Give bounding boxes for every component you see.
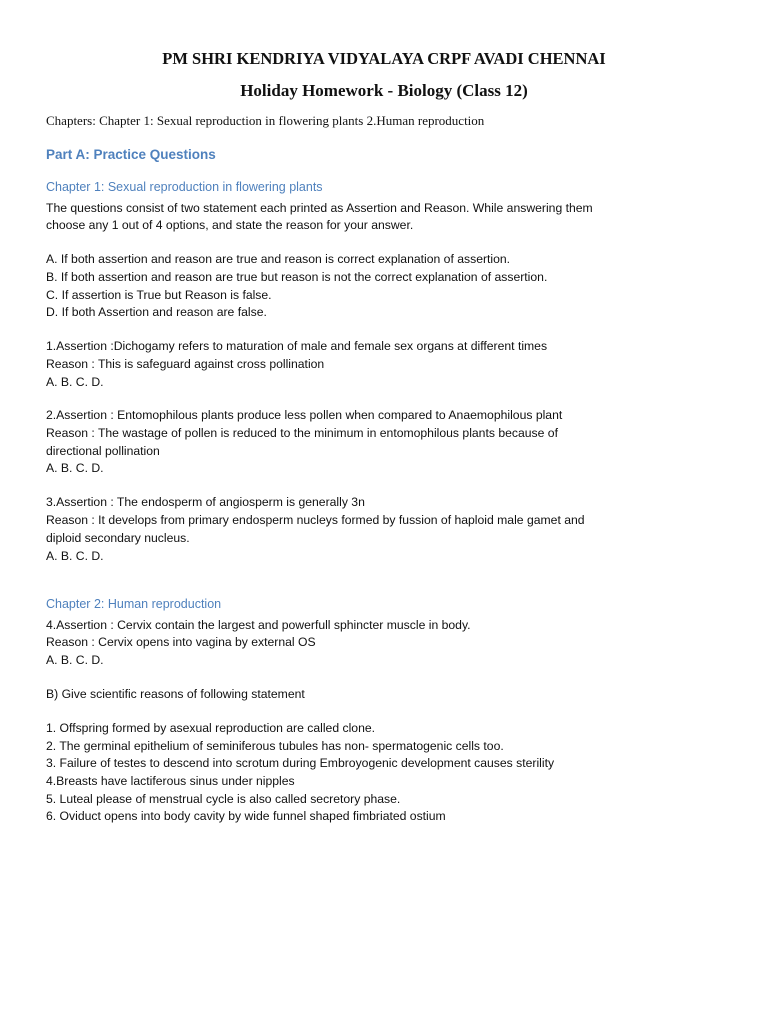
- instruction-line: The questions consist of two statement each printed as Assertion and Reason. While answering them: [46, 201, 593, 215]
- part-a-heading: Part A: Practice Questions: [46, 147, 216, 162]
- document-title: Holiday Homework - Biology (Class 12): [240, 81, 528, 100]
- question-2-choices: A. B. C. D.: [46, 461, 104, 475]
- question-4-choices: A. B. C. D.: [46, 653, 104, 667]
- question-4-reason: Reason : Cervix opens into vagina by external OS: [46, 635, 316, 649]
- reason-item: 6. Oviduct opens into body cavity by wide funnel shaped fimbriated ostium: [46, 809, 446, 823]
- reason-item: 3. Failure of testes to descend into scrotum during Embroyogenic development causes sterility: [46, 756, 555, 770]
- chapters-line: Chapters: Chapter 1: Sexual reproduction in flowering plants 2.Human reproduction: [46, 113, 485, 128]
- question-3-reason-cont: diploid secondary nucleus.: [46, 531, 190, 545]
- chapter1-heading: Chapter 1: Sexual reproduction in flowering plants: [46, 180, 323, 194]
- reason-item: 1. Offspring formed by asexual reproduction are called clone.: [46, 721, 376, 735]
- question-4-assertion: 4.Assertion : Cervix contain the largest and powerfull sphincter muscle in body.: [46, 618, 471, 632]
- option-line: D. If both Assertion and reason are false.: [46, 305, 267, 319]
- part-b-heading: B) Give scientific reasons of following statement: [46, 687, 305, 701]
- question-2-assertion: 2.Assertion : Entomophilous plants produce less pollen when compared to Anaemophilous plant: [46, 408, 563, 422]
- question-3-choices: A. B. C. D.: [46, 549, 104, 563]
- option-line: C. If assertion is True but Reason is false.: [46, 288, 272, 302]
- question-2-reason: Reason : The wastage of pollen is reduced to the minimum in entomophilous plants because of: [46, 426, 558, 440]
- question-1-assertion: 1.Assertion :Dichogamy refers to maturation of male and female sex organs at different times: [46, 339, 548, 353]
- chapter2-heading: Chapter 2: Human reproduction: [46, 597, 222, 611]
- school-name: PM SHRI KENDRIYA VIDYALAYA CRPF AVADI CHENNAI: [162, 49, 606, 68]
- option-line: B. If both assertion and reason are true but reason is not the correct explanation of assertion.: [46, 270, 548, 284]
- question-2-reason-cont: directional pollination: [46, 444, 160, 458]
- instruction-line: choose any 1 out of 4 options, and state the reason for your answer.: [46, 218, 414, 232]
- reason-item: 4.Breasts have lactiferous sinus under nipples: [46, 774, 295, 788]
- option-line: A. If both assertion and reason are true and reason is correct explanation of assertion.: [46, 252, 511, 266]
- question-1-choices: A. B. C. D.: [46, 375, 104, 389]
- question-1-reason: Reason : This is safeguard against cross pollination: [46, 357, 325, 371]
- reason-item: 2. The germinal epithelium of seminiferous tubules has non- spermatogenic cells too.: [46, 739, 504, 753]
- question-3-reason: Reason : It develops from primary endosperm nucleys formed by fussion of haploid male gamet and: [46, 513, 585, 527]
- question-3-assertion: 3.Assertion : The endosperm of angiosperm is generally 3n: [46, 495, 365, 509]
- reason-item: 5. Luteal please of menstrual cycle is also called secretory phase.: [46, 792, 401, 806]
